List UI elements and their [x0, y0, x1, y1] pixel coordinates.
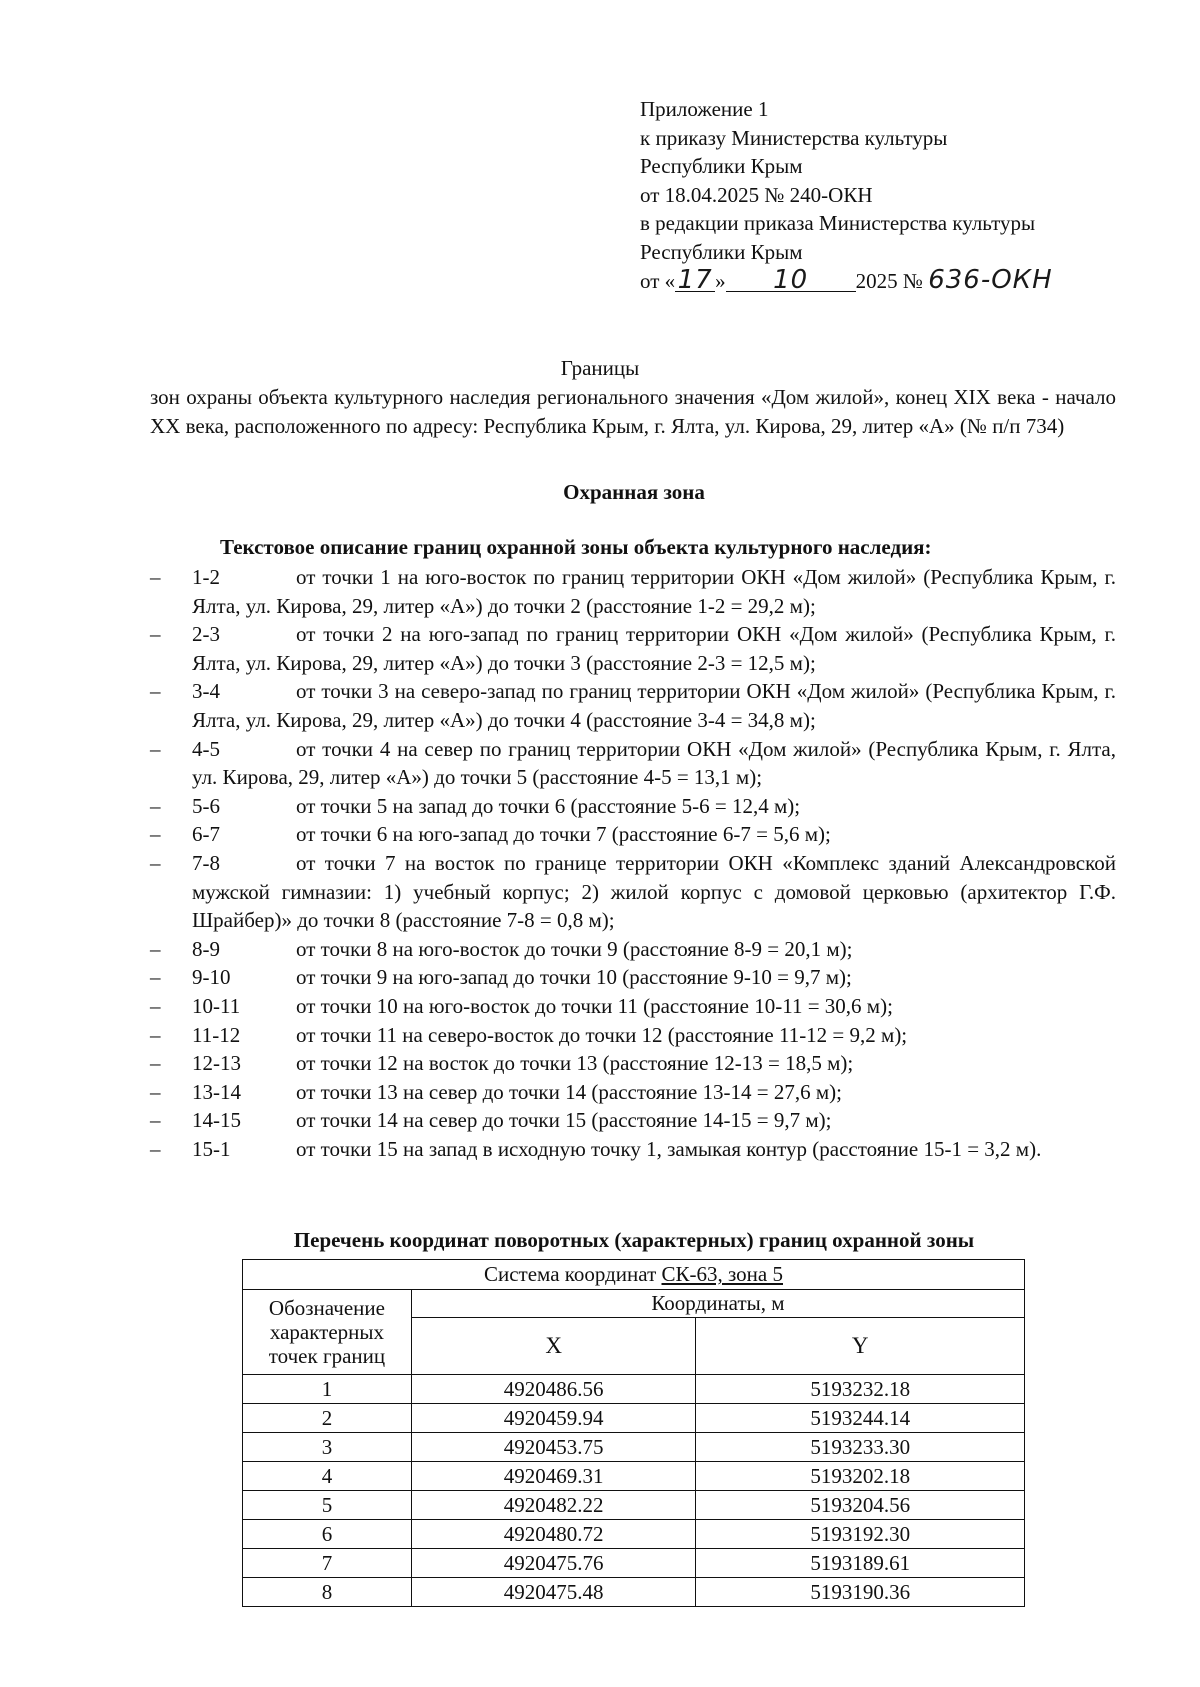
segment-code: 3-4 [192, 679, 220, 704]
cell-point: 1 [243, 1375, 412, 1404]
coordinate-rows [243, 1375, 1025, 1607]
table-row [243, 1491, 1025, 1520]
cell-x: 4920469.31 [411, 1462, 696, 1491]
segment-text: от точки 11 на северо-восток до точки 12 (расстояние 11-12 = 9,2 м); [296, 1022, 908, 1047]
segment-code: 9-10 [192, 965, 231, 990]
table-row [243, 1578, 1025, 1607]
segment-text: от точки 2 на юго-запад по границ территории ОКН «Дом жилой» (Республика Крым, г. Ялта, ул. Кирова, 29, литер «А») до точки 3 (расстояние 2-3 = 12,5 м); [192, 622, 1116, 675]
table-row [243, 1375, 1025, 1404]
segment-text: от точки 7 на восток по границе территории ОКН «Комплекс зданий Александровской мужской гимназии: 1) учебный корпус; 2) жилой корпус с домовой церковью (архитектор Г.Ф. Шрайбер)» до точки 8 (расстояние 7-8 = 0,8 м); [192, 850, 1116, 933]
list-dash-icon: – [150, 679, 161, 704]
list-dash-icon: – [150, 993, 161, 1018]
segment-text: от точки 15 на запад в исходную точку 1, замыкая контур (расстояние 15-1 = 3,2 м). [296, 1136, 1042, 1161]
list-dash-icon: – [150, 622, 161, 647]
segment-code: 10-11 [192, 993, 241, 1018]
segment-item [150, 1078, 1116, 1107]
appendix-line: в редакции приказа Министерства культуры [640, 211, 1036, 235]
list-dash-icon: – [150, 565, 161, 589]
appendix-line: Республики Крым [640, 154, 803, 178]
cell-y: 5193192.30 [696, 1520, 1025, 1549]
segment-item [150, 992, 1116, 1021]
handwritten-order-number: 636-ОКН [928, 265, 1053, 295]
cell-y: 5193232.18 [696, 1375, 1025, 1404]
list-dash-icon: – [150, 793, 161, 818]
segment-item [150, 1021, 1116, 1050]
appendix-line: к приказу Министерства культуры [640, 125, 948, 150]
segment-item [150, 963, 1116, 992]
segment-code: 6-7 [192, 822, 220, 847]
cell-y: 5193204.56 [696, 1491, 1025, 1520]
table-row [243, 1520, 1025, 1549]
appendix-date-line [640, 266, 1053, 296]
date-prefix: от « [640, 269, 676, 293]
segment-code: 1-2 [192, 565, 220, 589]
cell-y: 5193202.18 [696, 1462, 1025, 1491]
table-heading: Перечень координат поворотных (характерных) границ охранной зоны [293, 1228, 975, 1252]
segment-item [150, 563, 1116, 620]
cell-y: 5193233.30 [696, 1433, 1025, 1462]
cell-point: 7 [243, 1549, 412, 1578]
segment-item [150, 792, 1116, 821]
coordinate-system-cell [243, 1260, 1025, 1290]
year-prefix: 2025 № [855, 269, 923, 293]
table-row [243, 1404, 1025, 1433]
list-dash-icon: – [150, 822, 161, 847]
list-dash-icon: – [150, 936, 161, 961]
cell-y: 5193189.61 [696, 1549, 1025, 1578]
segment-item [150, 735, 1116, 792]
cell-point: 2 [243, 1404, 412, 1433]
segment-text: от точки 6 на юго-запад до точки 7 (расстояние 6-7 = 5,6 м); [296, 822, 831, 847]
coords-header: Координаты, м [411, 1290, 1024, 1318]
cell-x: 4920480.72 [411, 1520, 696, 1549]
segment-item [150, 820, 1116, 849]
x-header: X [411, 1318, 696, 1375]
segment-text: от точки 12 на восток до точки 13 (расстояние 12-13 = 18,5 м); [296, 1051, 854, 1076]
segment-item [150, 677, 1116, 734]
segment-item [150, 1049, 1116, 1078]
cell-point: 6 [243, 1520, 412, 1549]
cell-x: 4920475.76 [411, 1549, 696, 1578]
appendix-block [640, 95, 1053, 296]
segment-text: от точки 5 на запад до точки 6 (расстояние 5-6 = 12,4 м); [296, 793, 801, 818]
segment-item [150, 849, 1116, 935]
document-title: Границы [560, 356, 640, 380]
list-dash-icon: – [150, 1022, 161, 1047]
segment-text: от точки 14 на север до точки 15 (расстояние 14-15 = 9,7 м); [296, 1108, 832, 1133]
zone-title: Охранная зона [563, 480, 705, 504]
segment-text: от точки 13 на север до точки 14 (расстояние 13-14 = 27,6 м); [296, 1079, 842, 1104]
cell-point: 8 [243, 1578, 412, 1607]
coordinate-system-name: СК-63, зона 5 [661, 1262, 783, 1286]
segment-code: 7-8 [192, 850, 220, 875]
cell-point: 3 [243, 1433, 412, 1462]
appendix-line: Республики Крым [640, 239, 803, 264]
cell-x: 4920453.75 [411, 1433, 696, 1462]
segment-code: 8-9 [192, 936, 220, 961]
cell-x: 4920459.94 [411, 1404, 696, 1433]
segment-item [150, 935, 1116, 964]
segment-code: 2-3 [192, 622, 220, 647]
appendix-line: от 18.04.2025 № 240-ОКН [640, 182, 873, 207]
cell-y: 5193190.36 [696, 1578, 1025, 1607]
segment-code: 13-14 [192, 1079, 241, 1104]
segment-code: 12-13 [192, 1051, 241, 1076]
list-dash-icon: – [150, 1108, 161, 1133]
cell-point: 4 [243, 1462, 412, 1491]
table-row [243, 1549, 1025, 1578]
segment-text: от точки 1 на юго-восток по границ территории ОКН «Дом жилой» (Республика Крым, г. Ялта, ул. Кирова, 29, литер «А») до точки 2 (расстояние 1-2 = 29,2 м); [192, 565, 1116, 618]
handwritten-day: 17 [675, 269, 715, 292]
list-dash-icon: – [150, 965, 161, 990]
coordinates-table [242, 1259, 1025, 1607]
cell-x: 4920482.22 [411, 1491, 696, 1520]
cell-x: 4920475.48 [411, 1578, 696, 1607]
handwritten-month: 10 [726, 269, 856, 292]
segment-code: 14-15 [192, 1108, 241, 1133]
list-dash-icon: – [150, 1051, 161, 1076]
segment-list [150, 563, 1116, 1163]
segment-text: от точки 8 на юго-восток до точки 9 (расстояние 8-9 = 20,1 м); [296, 936, 853, 961]
segment-item [150, 1106, 1116, 1135]
description-heading: Текстовое описание границ охранной зоны объекта культурного наследия: [220, 535, 932, 559]
segment-code: 11-12 [192, 1022, 241, 1047]
appendix-line: Приложение 1 [640, 97, 769, 121]
segment-text: от точки 10 на юго-восток до точки 11 (расстояние 10-11 = 30,6 м); [296, 993, 893, 1018]
table-row [243, 1462, 1025, 1491]
segment-item [150, 620, 1116, 677]
segment-code: 5-6 [192, 793, 220, 818]
segment-text: от точки 9 на юго-запад до точки 10 (расстояние 9-10 = 9,7 м); [296, 965, 852, 990]
segment-item [150, 1135, 1116, 1164]
list-dash-icon: – [150, 1136, 161, 1161]
list-dash-icon: – [150, 850, 161, 875]
list-dash-icon: – [150, 736, 161, 761]
segment-text: от точки 3 на северо-запад по границ территории ОКН «Дом жилой» (Республика Крым, г. Ялта, ул. Кирова, 29, литер «А») до точки 4 (расстояние 3-4 = 34,8 м); [192, 679, 1116, 732]
document-subject: зон охраны объекта культурного наследия регионального значения «Дом жилой», конец XIX века - начало XX века, расположенного по адресу: Республика Крым, г. Ялта, ул. Кирова, 29, литер «А» (№ п/п 734) [150, 385, 1116, 438]
cell-x: 4920486.56 [411, 1375, 696, 1404]
segment-text: от точки 4 на север по границ территории ОКН «Дом жилой» (Республика Крым, г. Ялта, ул. Кирова, 29, литер «А») до точки 5 (расстояние 4-5 = 13,1 м); [192, 736, 1116, 790]
table-row [243, 1433, 1025, 1462]
date-mid: » [715, 269, 726, 293]
cell-y: 5193244.14 [696, 1404, 1025, 1433]
coordinate-system-prefix: Система координат [483, 1262, 662, 1286]
list-dash-icon: – [150, 1079, 161, 1104]
point-header: Обозначение характерных точек границ [243, 1290, 412, 1375]
cell-point: 5 [243, 1491, 412, 1520]
y-header: Y [696, 1318, 1025, 1375]
segment-code: 15-1 [192, 1136, 231, 1161]
segment-code: 4-5 [192, 736, 220, 761]
